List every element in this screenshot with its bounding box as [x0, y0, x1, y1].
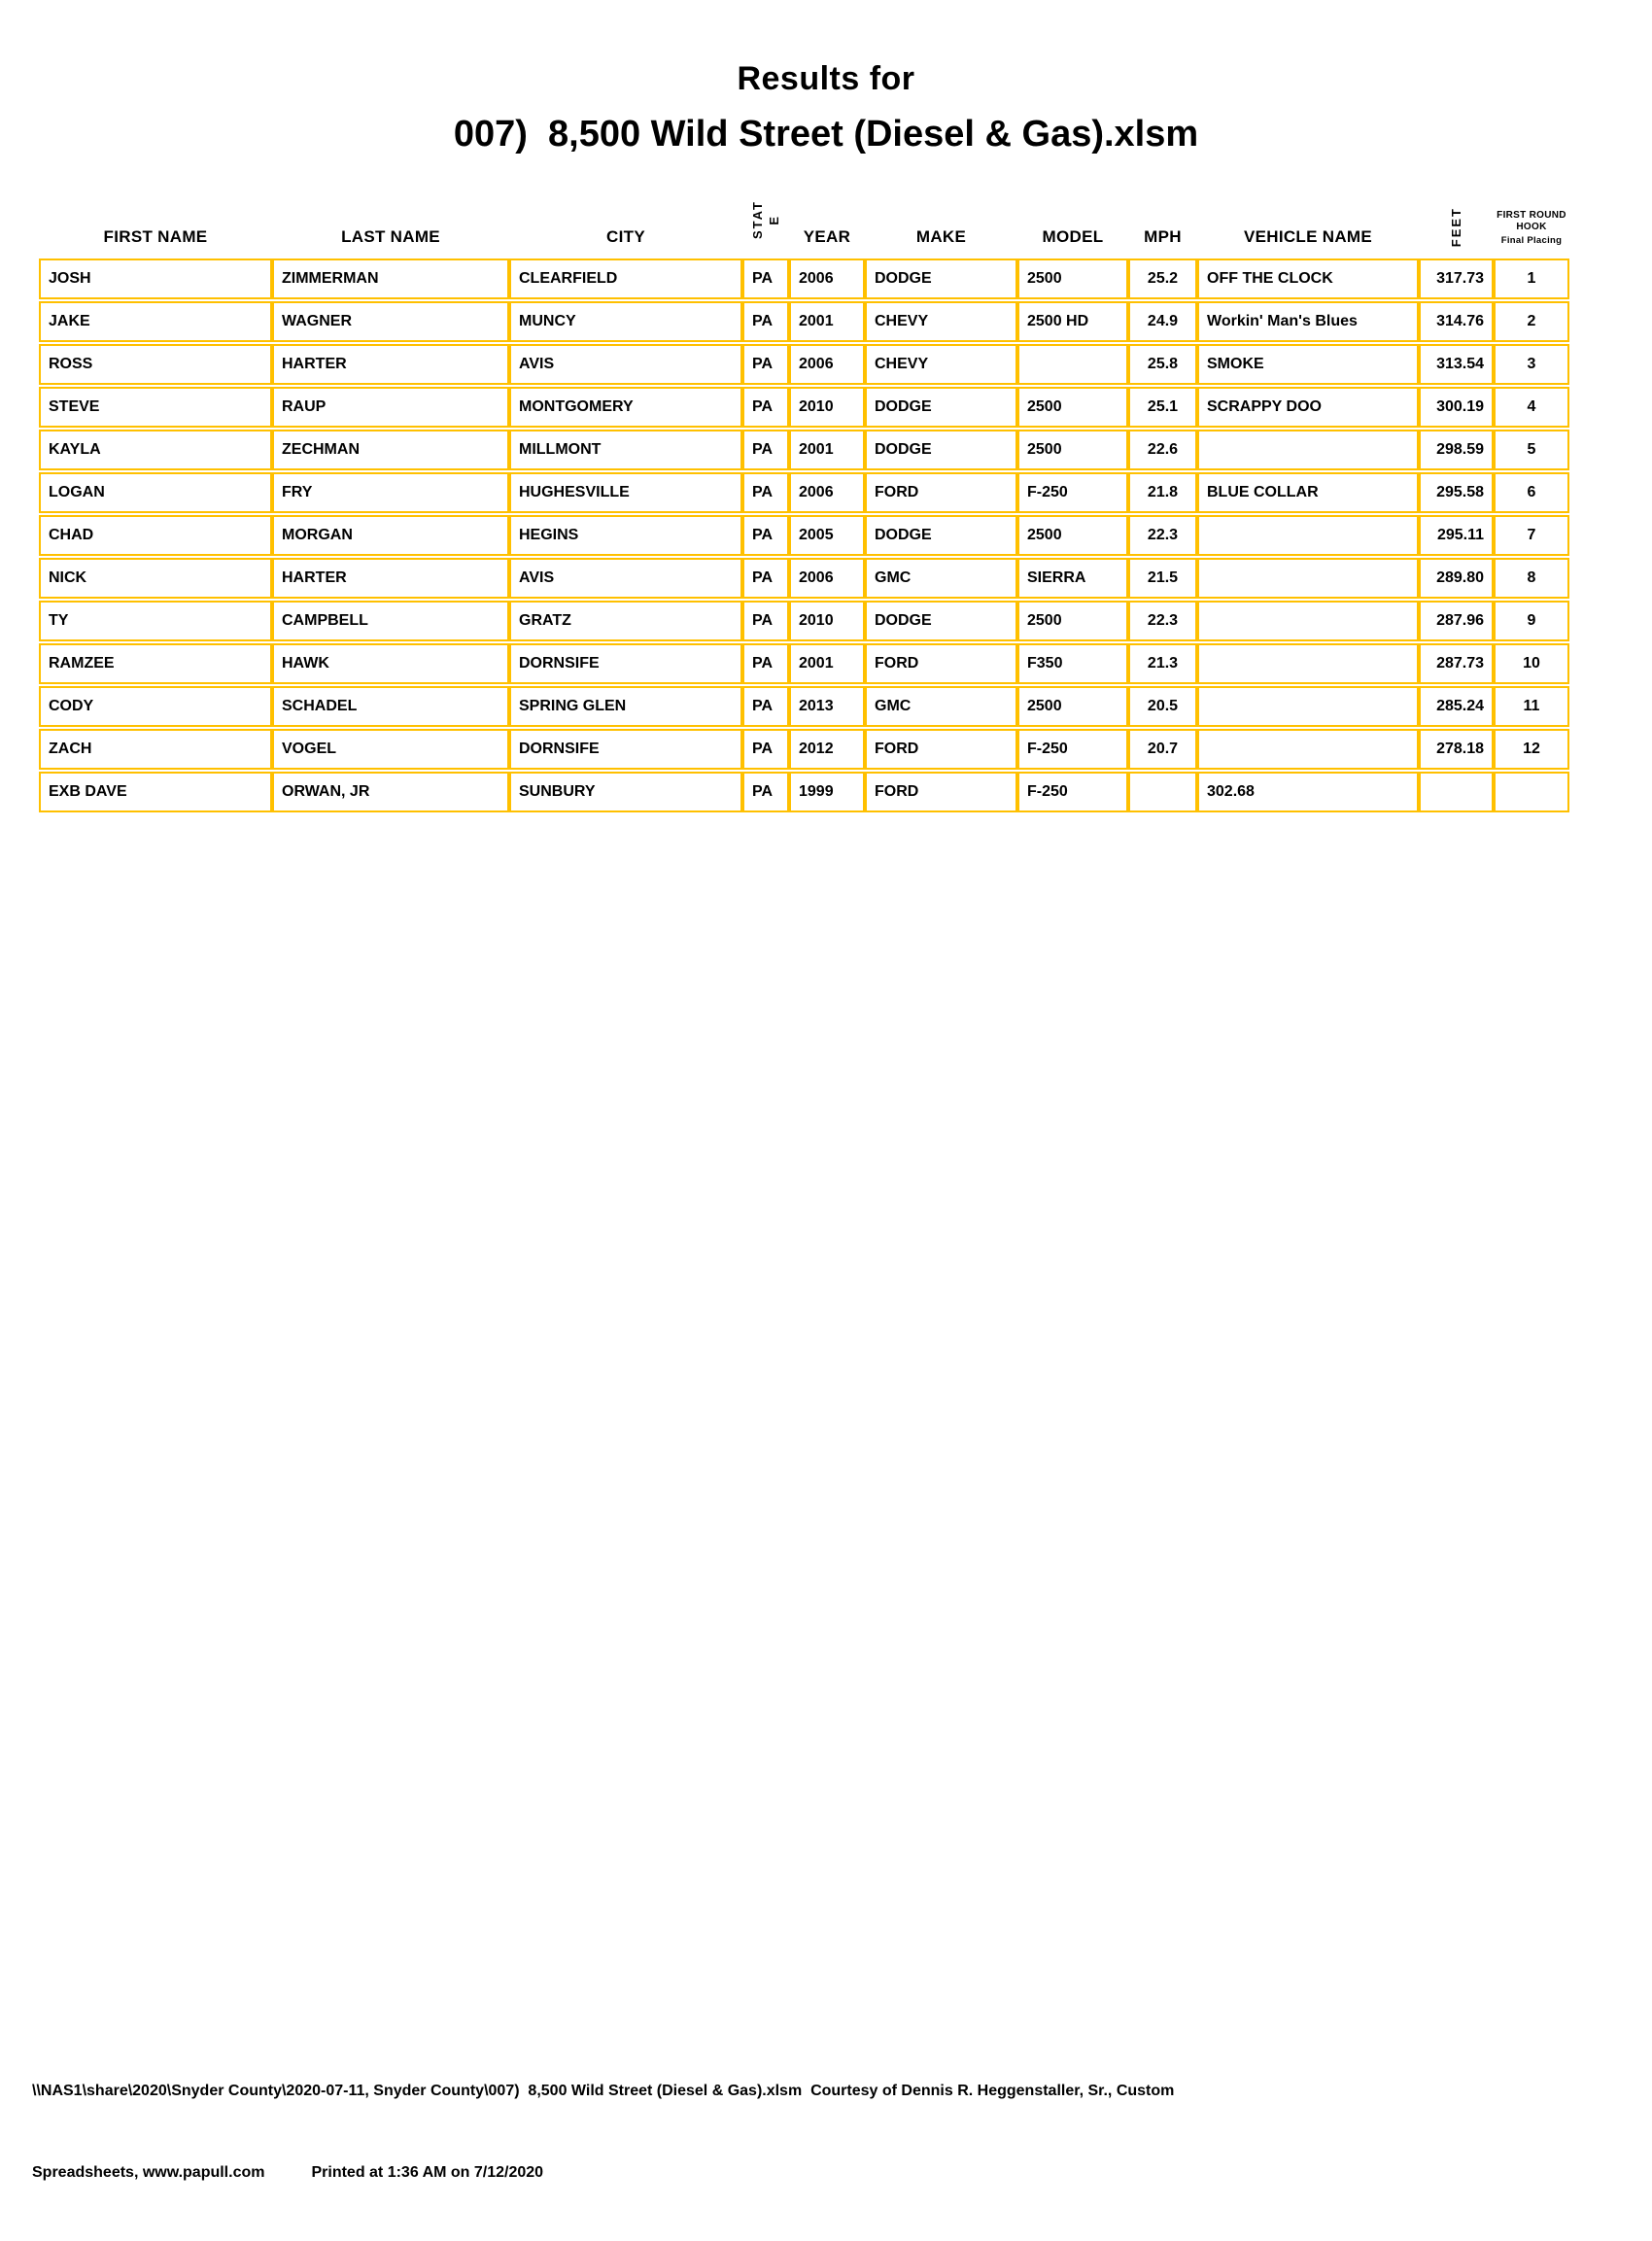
cell-year: 2013: [789, 686, 865, 727]
cell-make: DODGE: [865, 387, 1017, 428]
page-subtitle-filename: 007) 8,500 Wild Street (Diesel & Gas).xlsm: [453, 114, 1199, 155]
cell-placing: 8: [1494, 558, 1569, 599]
cell-make: CHEVY: [865, 344, 1017, 385]
cell-year: 2010: [789, 601, 865, 641]
cell-model: 2500: [1017, 387, 1128, 428]
cell-last-name: HARTER: [272, 344, 509, 385]
cell-state: PA: [742, 772, 789, 812]
cell-make: GMC: [865, 686, 1017, 727]
footer-filepath: \\NAS1\share\2020\Snyder County\2020-07-11, Snyder County\007) 8,500 Wild Street (Diesel & Gas).xlsm Courtesy of Dennis R. Heggenstaller, Sr., Custom: [32, 2083, 1175, 2099]
cell-model: SIERRA: [1017, 558, 1128, 599]
cell-model: [1017, 344, 1128, 385]
cell-state: PA: [742, 259, 789, 299]
cell-vehicle-name: [1197, 515, 1419, 556]
cell-city: DORNSIFE: [509, 729, 742, 770]
header-feet: [1419, 192, 1494, 257]
cell-state: PA: [742, 387, 789, 428]
cell-last-name: HARTER: [272, 558, 509, 599]
cell-mph: 20.5: [1128, 686, 1197, 727]
table-row: [39, 301, 1569, 342]
cell-city: MUNCY: [509, 301, 742, 342]
header-feet-label: FEET: [1449, 206, 1463, 247]
cell-placing: 12: [1494, 729, 1569, 770]
cell-year: 2006: [789, 344, 865, 385]
cell-year: 2005: [789, 515, 865, 556]
cell-make: DODGE: [865, 601, 1017, 641]
cell-year: 2006: [789, 472, 865, 513]
table-header-row: [39, 192, 1569, 257]
cell-placing: 3: [1494, 344, 1569, 385]
cell-city: HUGHESVILLE: [509, 472, 742, 513]
cell-placing: 2: [1494, 301, 1569, 342]
cell-feet: 298.59: [1419, 430, 1494, 470]
cell-feet: 313.54: [1419, 344, 1494, 385]
cell-state: PA: [742, 301, 789, 342]
header-hook-line2: HOOK: [1516, 222, 1547, 232]
cell-placing: 1: [1494, 259, 1569, 299]
cell-last-name: HAWK: [272, 643, 509, 684]
cell-first-name: EXB DAVE: [39, 772, 272, 812]
cell-first-name: ZACH: [39, 729, 272, 770]
cell-last-name: ORWAN, JR: [272, 772, 509, 812]
cell-state: PA: [742, 729, 789, 770]
cell-first-name: ROSS: [39, 344, 272, 385]
cell-make: DODGE: [865, 430, 1017, 470]
cell-city: SUNBURY: [509, 772, 742, 812]
cell-make: FORD: [865, 643, 1017, 684]
cell-mph: 25.8: [1128, 344, 1197, 385]
cell-vehicle-name: 302.68: [1197, 772, 1419, 812]
cell-model: F350: [1017, 643, 1128, 684]
cell-state: PA: [742, 558, 789, 599]
header-state-line1: STAT: [750, 199, 765, 239]
cell-placing: 9: [1494, 601, 1569, 641]
cell-feet: 295.11: [1419, 515, 1494, 556]
cell-last-name: FRY: [272, 472, 509, 513]
cell-feet: 317.73: [1419, 259, 1494, 299]
cell-feet: 287.96: [1419, 601, 1494, 641]
cell-last-name: VOGEL: [272, 729, 509, 770]
header-make: MAKE: [915, 227, 967, 246]
cell-mph: 22.3: [1128, 601, 1197, 641]
table-row: [39, 430, 1569, 470]
table-row: [39, 387, 1569, 428]
cell-city: SPRING GLEN: [509, 686, 742, 727]
cell-model: 2500: [1017, 430, 1128, 470]
cell-first-name: CODY: [39, 686, 272, 727]
cell-state: PA: [742, 601, 789, 641]
cell-mph: 25.2: [1128, 259, 1197, 299]
cell-vehicle-name: [1197, 601, 1419, 641]
results-table-body: [39, 259, 1569, 812]
cell-placing: 5: [1494, 430, 1569, 470]
cell-mph: [1128, 772, 1197, 812]
cell-city: HEGINS: [509, 515, 742, 556]
cell-first-name: JAKE: [39, 301, 272, 342]
cell-first-name: STEVE: [39, 387, 272, 428]
table-row: [39, 772, 1569, 812]
cell-first-name: CHAD: [39, 515, 272, 556]
cell-vehicle-name: [1197, 686, 1419, 727]
cell-last-name: WAGNER: [272, 301, 509, 342]
header-state: [742, 192, 789, 257]
cell-vehicle-name: [1197, 643, 1419, 684]
results-table: [39, 190, 1569, 814]
cell-city: AVIS: [509, 344, 742, 385]
cell-last-name: ZECHMAN: [272, 430, 509, 470]
cell-model: F-250: [1017, 772, 1128, 812]
footer-website: Spreadsheets, www.papull.com: [32, 2164, 265, 2181]
page-footer: [32, 2023, 1174, 2241]
cell-city: DORNSIFE: [509, 643, 742, 684]
cell-year: 2010: [789, 387, 865, 428]
cell-first-name: RAMZEE: [39, 643, 272, 684]
cell-placing: 7: [1494, 515, 1569, 556]
cell-model: 2500: [1017, 601, 1128, 641]
cell-model: F-250: [1017, 729, 1128, 770]
cell-placing: 4: [1494, 387, 1569, 428]
table-row: [39, 686, 1569, 727]
cell-city: MILLMONT: [509, 430, 742, 470]
cell-feet: [1419, 772, 1494, 812]
cell-year: 2001: [789, 430, 865, 470]
cell-year: 2001: [789, 643, 865, 684]
cell-vehicle-name: SCRAPPY DOO: [1197, 387, 1419, 428]
cell-make: DODGE: [865, 515, 1017, 556]
cell-first-name: NICK: [39, 558, 272, 599]
header-first-name: FIRST NAME: [103, 227, 208, 246]
cell-make: FORD: [865, 772, 1017, 812]
cell-vehicle-name: BLUE COLLAR: [1197, 472, 1419, 513]
table-row: [39, 643, 1569, 684]
cell-model: F-250: [1017, 472, 1128, 513]
page-title: Results for: [737, 60, 915, 97]
title-block: [0, 60, 1652, 155]
cell-make: GMC: [865, 558, 1017, 599]
cell-last-name: ZIMMERMAN: [272, 259, 509, 299]
cell-year: 2012: [789, 729, 865, 770]
cell-last-name: RAUP: [272, 387, 509, 428]
header-model: MODEL: [1042, 227, 1104, 246]
cell-last-name: MORGAN: [272, 515, 509, 556]
cell-state: PA: [742, 515, 789, 556]
table-row: [39, 344, 1569, 385]
cell-city: CLEARFIELD: [509, 259, 742, 299]
cell-placing: 6: [1494, 472, 1569, 513]
results-sheet: [39, 190, 1569, 814]
cell-feet: 314.76: [1419, 301, 1494, 342]
cell-first-name: LOGAN: [39, 472, 272, 513]
table-row: [39, 472, 1569, 513]
header-state-line2: E: [767, 214, 781, 225]
cell-mph: 24.9: [1128, 301, 1197, 342]
table-row: [39, 729, 1569, 770]
cell-make: CHEVY: [865, 301, 1017, 342]
cell-model: 2500: [1017, 259, 1128, 299]
footer-printed-timestamp: Printed at 1:36 AM on 7/12/2020: [311, 2164, 544, 2181]
cell-state: PA: [742, 686, 789, 727]
cell-model: 2500: [1017, 686, 1128, 727]
table-row: [39, 259, 1569, 299]
cell-state: PA: [742, 472, 789, 513]
header-hook-line3: Final Placing: [1500, 235, 1563, 246]
cell-placing: [1494, 772, 1569, 812]
cell-feet: 278.18: [1419, 729, 1494, 770]
cell-mph: 22.3: [1128, 515, 1197, 556]
cell-mph: 21.5: [1128, 558, 1197, 599]
cell-feet: 295.58: [1419, 472, 1494, 513]
cell-placing: 10: [1494, 643, 1569, 684]
cell-vehicle-name: [1197, 430, 1419, 470]
cell-year: 1999: [789, 772, 865, 812]
cell-state: PA: [742, 344, 789, 385]
cell-state: PA: [742, 643, 789, 684]
cell-vehicle-name: Workin' Man's Blues: [1197, 301, 1419, 342]
cell-make: FORD: [865, 472, 1017, 513]
table-row: [39, 601, 1569, 641]
cell-vehicle-name: OFF THE CLOCK: [1197, 259, 1419, 299]
cell-year: 2006: [789, 558, 865, 599]
header-city: CITY: [606, 227, 645, 246]
cell-vehicle-name: SMOKE: [1197, 344, 1419, 385]
cell-vehicle-name: [1197, 729, 1419, 770]
cell-mph: 21.3: [1128, 643, 1197, 684]
cell-first-name: KAYLA: [39, 430, 272, 470]
cell-city: GRATZ: [509, 601, 742, 641]
cell-feet: 289.80: [1419, 558, 1494, 599]
cell-vehicle-name: [1197, 558, 1419, 599]
cell-last-name: SCHADEL: [272, 686, 509, 727]
cell-last-name: CAMPBELL: [272, 601, 509, 641]
cell-make: FORD: [865, 729, 1017, 770]
cell-mph: 22.6: [1128, 430, 1197, 470]
table-row: [39, 558, 1569, 599]
cell-year: 2006: [789, 259, 865, 299]
cell-mph: 20.7: [1128, 729, 1197, 770]
footer-line2: [32, 2159, 1174, 2187]
cell-placing: 11: [1494, 686, 1569, 727]
header-last-name: LAST NAME: [341, 227, 440, 246]
cell-mph: 25.1: [1128, 387, 1197, 428]
header-first-round-hook: [1494, 192, 1569, 257]
cell-city: MONTGOMERY: [509, 387, 742, 428]
cell-city: AVIS: [509, 558, 742, 599]
cell-make: DODGE: [865, 259, 1017, 299]
cell-feet: 300.19: [1419, 387, 1494, 428]
cell-year: 2001: [789, 301, 865, 342]
cell-model: 2500: [1017, 515, 1128, 556]
header-year: YEAR: [803, 227, 851, 246]
cell-model: 2500 HD: [1017, 301, 1128, 342]
header-mph: MPH: [1144, 227, 1182, 246]
cell-mph: 21.8: [1128, 472, 1197, 513]
header-hook-line1: FIRST ROUND: [1497, 210, 1566, 221]
header-vehicle-name: VEHICLE NAME: [1243, 227, 1373, 246]
cell-feet: 285.24: [1419, 686, 1494, 727]
cell-first-name: TY: [39, 601, 272, 641]
table-row: [39, 515, 1569, 556]
cell-feet: 287.73: [1419, 643, 1494, 684]
cell-first-name: JOSH: [39, 259, 272, 299]
cell-state: PA: [742, 430, 789, 470]
